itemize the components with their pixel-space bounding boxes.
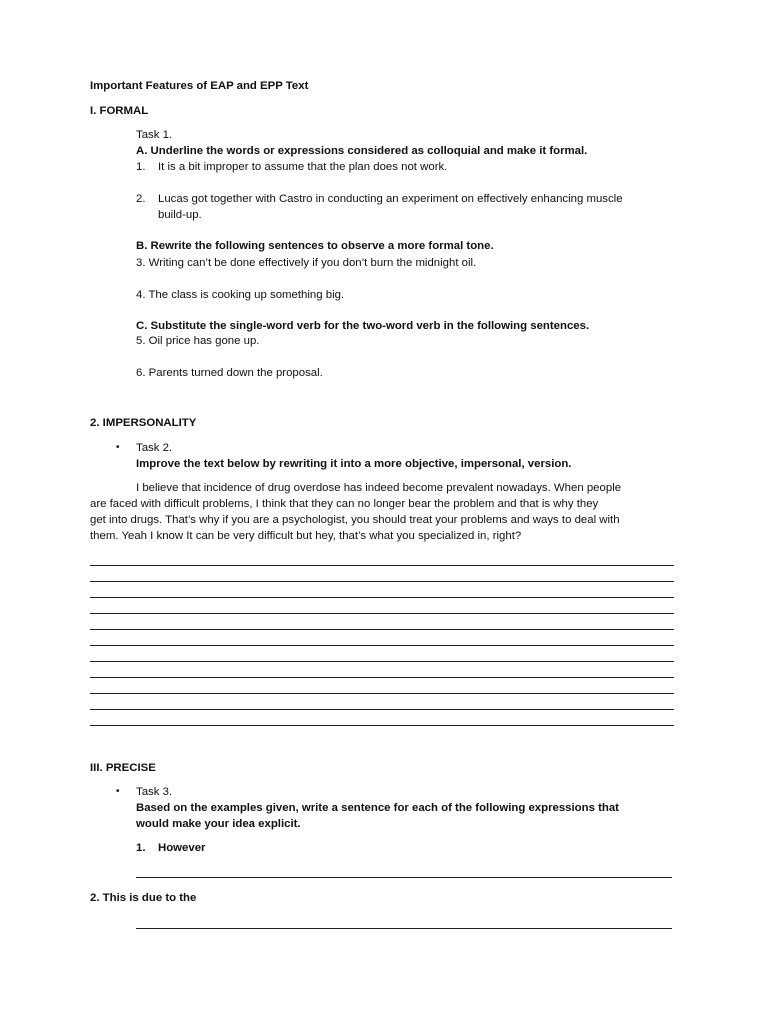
item-5: 5. Oil price has gone up. <box>136 335 260 347</box>
item-2-text-line1: Lucas got together with Castro in conducting an experiment on effectively enhancing muscle <box>158 193 623 205</box>
answer-line[interactable] <box>90 693 674 694</box>
passage-line-2: are faced with difficult problems, I think that they can no longer bear the problem and that is why they <box>90 498 599 510</box>
section-precise-heading: III. PRECISE <box>90 762 156 774</box>
task3-instruction-line1: Based on the examples given, write a sentence for each of the following expressions that <box>136 802 619 814</box>
task1-part-b: B. Rewrite the following sentences to observe a more formal tone. <box>136 240 494 252</box>
answer-line[interactable] <box>90 645 674 646</box>
task3-label: Task 3. <box>136 786 173 798</box>
answer-line[interactable] <box>90 629 674 630</box>
answer-line[interactable] <box>90 661 674 662</box>
answer-line[interactable] <box>136 928 672 929</box>
answer-line[interactable] <box>90 677 674 678</box>
task2-bullet: • <box>116 442 120 453</box>
item-6: 6. Parents turned down the proposal. <box>136 367 323 379</box>
item-4: 4. The class is cooking up something big. <box>136 289 345 301</box>
task2-instruction: Improve the text below by rewriting it into a more objective, impersonal, version. <box>136 458 572 470</box>
item-2-text-line2: build-up. <box>158 209 202 221</box>
precise-item-1-text: However <box>158 842 206 854</box>
answer-line[interactable] <box>90 597 674 598</box>
answer-line[interactable] <box>90 581 674 582</box>
answer-line[interactable] <box>136 877 672 878</box>
item-1-text: It is a bit improper to assume that the plan does not work. <box>158 161 448 173</box>
passage-line-3: get into drugs. That’s why if you are a psychologist, you should treat your problems and ways to deal with <box>90 514 620 526</box>
item-2-number: 2. <box>136 193 146 205</box>
task1-part-c: C. Substitute the single-word verb for the two-word verb in the following sentences. <box>136 320 590 332</box>
answer-line[interactable] <box>90 613 674 614</box>
item-1-number: 1. <box>136 161 146 173</box>
task2-label: Task 2. <box>136 442 173 454</box>
document-title: Important Features of EAP and EPP Text <box>90 80 309 92</box>
task1-label: Task 1. <box>136 129 173 141</box>
precise-item-1-number: 1. <box>136 842 146 854</box>
answer-line[interactable] <box>90 725 674 726</box>
passage-line-4: them. Yeah I know It can be very difficult but hey, that’s what you specialized in, right? <box>90 530 522 542</box>
answer-line[interactable] <box>90 565 674 566</box>
answer-line[interactable] <box>90 709 674 710</box>
task3-instruction-line2: would make your idea explicit. <box>136 818 301 830</box>
task3-bullet: • <box>116 786 120 797</box>
item-3: 3. Writing can’t be done effectively if you don’t burn the midnight oil. <box>136 257 477 269</box>
passage-line-1: I believe that incidence of drug overdose has indeed become prevalent nowadays. When people <box>136 482 622 494</box>
precise-item-2: 2. This is due to the <box>90 892 197 904</box>
section-impersonality-heading: 2. IMPERSONALITY <box>90 417 197 429</box>
section-formal-heading: I. FORMAL <box>90 105 149 117</box>
task1-part-a: A. Underline the words or expressions considered as colloquial and make it formal. <box>136 145 588 157</box>
